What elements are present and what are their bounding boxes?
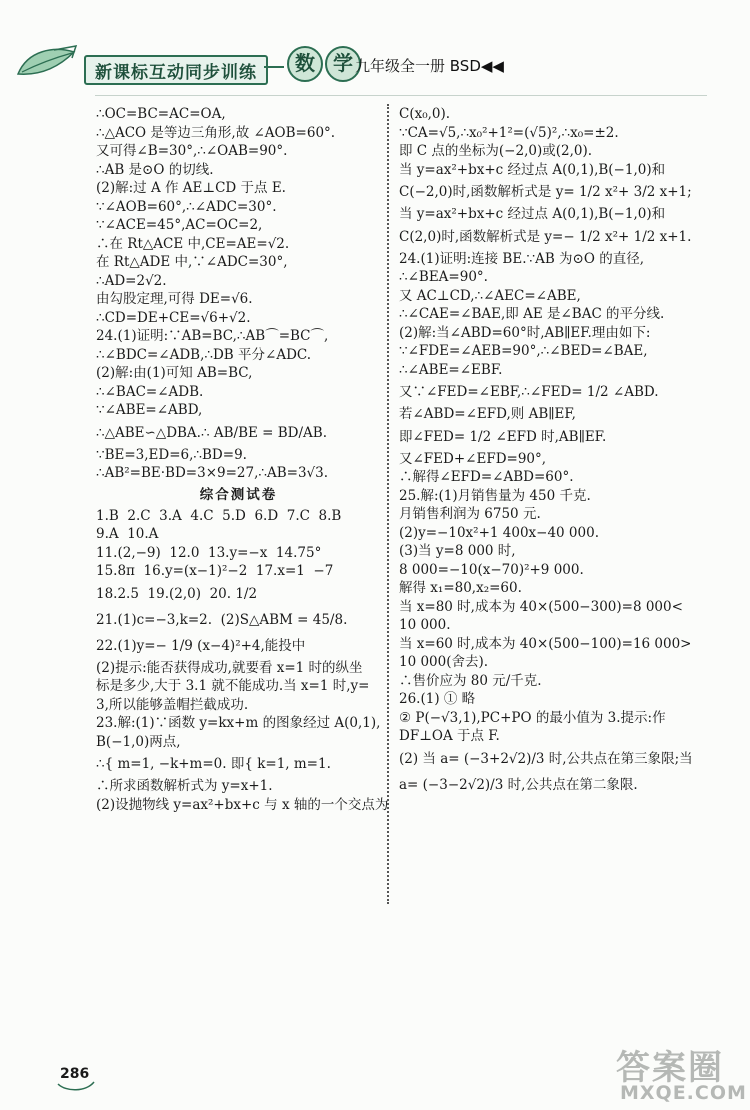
left-text-line: B(−1,0)两点, (96, 733, 181, 750)
right-text-line: 26.(1) ① 略 (399, 691, 476, 707)
right-text-line: 即∠FED= 1/2 ∠EFD 时,AB∥EF. (399, 428, 607, 445)
left-text-line: 在 Rt△ADE 中,∵∠ADC=30°, (96, 254, 288, 270)
right-text-line: 又∠FED+∠EFD=90°, (399, 450, 547, 467)
right-text-line: ∴售价应为 80 元/千克. (399, 672, 542, 689)
right-text-line: 又∵∠FED=∠EBF,∴∠FED= 1/2 ∠ABD. (399, 384, 659, 400)
left-text-line: ∴AB²=BE·BD=3×9=27,∴AB=3√3. (96, 465, 329, 481)
right-text-line: 若∠ABD=∠EFD,则 AB∥EF, (399, 406, 576, 422)
leaf-logo-icon (14, 44, 82, 82)
right-text-line: 当 x=80 时,成本为 40×(500−300)=8 000< (399, 598, 683, 615)
left-text-line: 9.A 10.A (96, 526, 159, 542)
right-text-line: ② P(−√3,1),PC+PO 的最小值为 3.提示:作 (399, 709, 666, 726)
right-text-line: C(2,0)时,函数解析式是 y=− 1/2 x²+ 1/2 x+1. (399, 228, 692, 245)
right-text-line: 又 AC⊥CD,∴∠AEC=∠ABE, (399, 287, 581, 304)
watermark (610, 1040, 747, 1106)
left-text-line: 21.(1)c=−3,k=2. (2)S△ABM = 45/8. (96, 611, 348, 628)
right-text-line: ∴∠CAE=∠BAE,即 AE 是∠BAC 的平分线. (399, 306, 665, 322)
left-text-line: 24.(1)证明:∵AB=BC,∴AB⌒=BC⌒, (96, 328, 329, 344)
right-text-line: (2) 当 a= (−3+2√2)/3 时,公共点在第三象限;当 (399, 750, 693, 767)
left-text-line: 1.B 2.C 3.A 4.C 5.D 6.D 7.C 8.B (96, 507, 342, 524)
right-text-line: 10 000(舍去). (399, 654, 489, 670)
column-divider (387, 104, 389, 904)
right-text-line: (3)当 y=8 000 时, (399, 543, 516, 559)
header-connector (264, 66, 284, 68)
header-rule (95, 95, 707, 96)
subject-char-2: 学 (325, 46, 361, 82)
right-text-line: 当 y=ax²+bx+c 经过点 A(0,1),B(−1,0)和 (399, 161, 666, 178)
subject-char-1: 数 (287, 46, 323, 82)
left-text-line: 又可得∠B=30°,∴∠OAB=90°. (96, 143, 288, 159)
left-column (96, 105, 389, 814)
left-text-line: 综合测试卷 (199, 486, 278, 503)
right-text-line: ∵CA=√5,∴x₀²+1²=(√5)²,∴x₀=±2. (399, 124, 619, 141)
left-text-line: 3,所以能够盖帽拦截成功. (96, 696, 249, 713)
left-text-line: ∵∠ABE=∠ABD, (96, 402, 203, 418)
left-text-line: ∴△ABE∽△DBA.∴ AB/BE = BD/AB. (96, 424, 327, 441)
right-text-line: 10 000. (399, 617, 451, 633)
left-text-line: ∵∠ACE=45°,AC=OC=2, (96, 217, 263, 233)
left-text-line: ∴{ m=1, −k+m=0. 即{ k=1, m=1. (96, 756, 331, 772)
right-text-line: 月销售利润为 6750 元. (399, 506, 541, 522)
left-text-line: ∴AB 是⊙O 的切线. (96, 161, 214, 178)
watermark-logo-text: 答案圈 (616, 1048, 724, 1088)
left-text-line: ∴∠BAC=∠ADB. (96, 383, 204, 400)
right-column (399, 105, 719, 798)
left-text-line: 22.(1)y=− 1/9 (x−4)²+4,能投中 (96, 637, 306, 654)
subject-badge (287, 46, 363, 82)
left-text-line: 由勾股定理,可得 DE=√6. (96, 291, 253, 307)
right-text-line: 24.(1)证明:连接 BE.∵AB 为⊙O 的直径, (399, 250, 645, 267)
left-text-line: 11.(2,−9) 12.0 13.y=−x 14.75° (96, 544, 322, 561)
left-text-line: (2)提示:能否获得成功,就要看 x=1 时的纵坐 (96, 659, 363, 676)
right-text-line: DF⊥OA 于点 F. (399, 728, 500, 744)
right-text-line: 25.解:(1)月销售量为 450 千克. (399, 487, 591, 504)
right-text-line: ∴∠BEA=90°. (399, 269, 488, 285)
left-text-line: (2)设抛物线 y=ax²+bx+c 与 x 轴的一个交点为 (96, 796, 389, 813)
right-text-line: ∴∠ABE=∠EBF. (399, 361, 503, 378)
left-text-line: ∴∠BDC=∠ADB,∴DB 平分∠ADC. (96, 346, 312, 363)
left-text-line: (2)解:由(1)可知 AB=BC, (96, 365, 253, 381)
page-number-badge (56, 1062, 96, 1094)
series-title-banner: 新课标互动同步训练 (84, 55, 268, 85)
right-text-line: ∴解得∠EFD=∠ABD=60°. (399, 469, 574, 485)
left-text-line: ∵BE=3,ED=6,∴BD=9. (96, 446, 247, 463)
left-text-line: ∴OC=BC=AC=OA, (96, 106, 226, 122)
right-text-line: 解得 x₁=80,x₂=60. (399, 580, 522, 596)
right-text-line: (2)y=−10x²+1 400x−40 000. (399, 524, 599, 541)
left-text-line: 15.8π 16.y=(x−1)²−2 17.x=1 −7 (96, 563, 334, 579)
watermark-url: MXQE.COM (620, 1082, 747, 1104)
grade-label: 九年级全一册 BSD◀◀ (355, 57, 504, 75)
left-text-line: ∴CD=DE+CE=√6+√2. (96, 309, 251, 326)
left-text-line: 标是多少,大于 3.1 就不能成功.当 x=1 时,y= (96, 678, 370, 694)
left-text-line: ∵∠AOB=60°,∴∠ADC=30°. (96, 198, 277, 215)
page-header (0, 0, 750, 100)
right-text-line: 即 C 点的坐标为(−2,0)或(2,0). (399, 143, 593, 159)
left-text-line: ∴AD=2√2. (96, 272, 167, 289)
left-text-line: ∴在 Rt△ACE 中,CE=AE=√2. (96, 235, 290, 252)
right-text-line: ∵∠FDE=∠AEB=90°,∴∠BED=∠BAE, (399, 343, 648, 359)
left-text-line: 23.解:(1)∵函数 y=kx+m 的图象经过 A(0,1), (96, 715, 381, 731)
left-text-line: ∴所求函数解析式为 y=x+1. (96, 778, 273, 794)
left-text-line: ∴△ACO 是等边三角形,故 ∠AOB=60°. (96, 124, 336, 141)
right-text-line: 当 y=ax²+bx+c 经过点 A(0,1),B(−1,0)和 (399, 206, 666, 222)
right-text-line: 当 x=60 时,成本为 40×(500−100)=16 000> (399, 635, 692, 652)
right-text-line: a= (−3−2√2)/3 时,公共点在第二象限. (399, 776, 638, 793)
left-text-line: (2)解:过 A 作 AE⊥CD 于点 E. (96, 180, 286, 196)
right-text-line: (2)解:当∠ABD=60°时,AB∥EF.理由如下: (399, 324, 651, 341)
right-text-line: C(x₀,0). (399, 106, 451, 122)
right-text-line: C(−2,0)时,函数解析式是 y= 1/2 x²+ 3/2 x+1; (399, 184, 692, 200)
right-text-line: 8 000=−10(x−70)²+9 000. (399, 561, 584, 578)
left-text-line: 18.2.5 19.(2,0) 20. 1/2 (96, 585, 258, 602)
page-number: 286 (60, 1066, 90, 1082)
